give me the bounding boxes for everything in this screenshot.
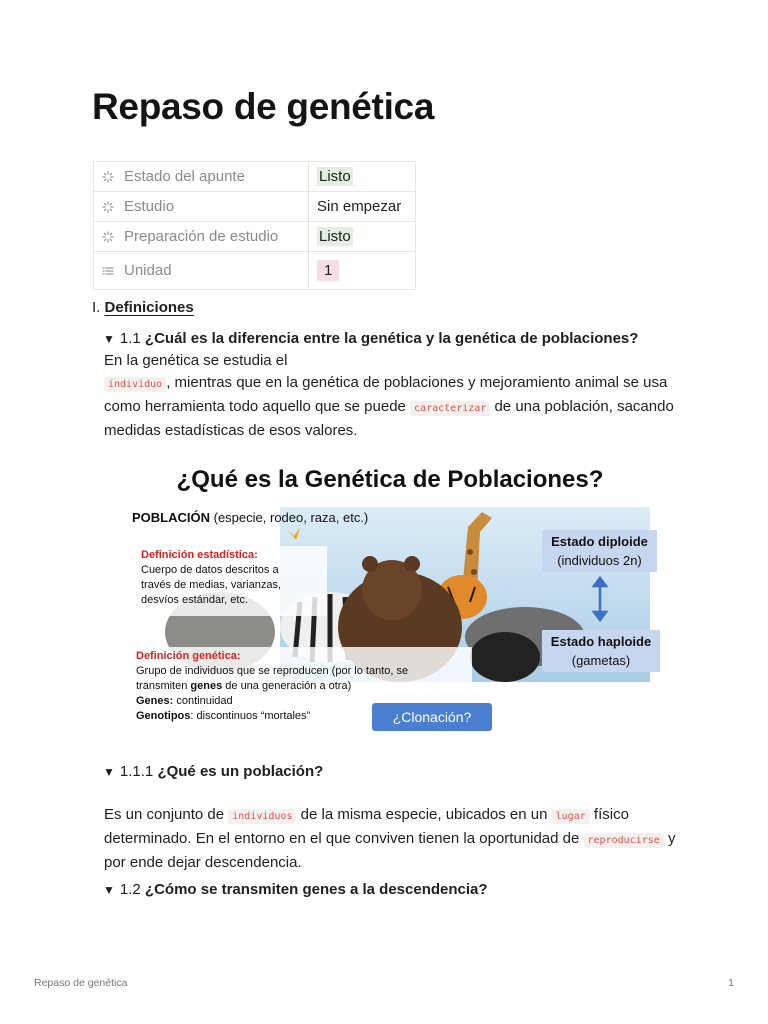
property-label: Preparación de estudio [124, 228, 279, 245]
text-span: En la genética se estudia el [104, 352, 288, 369]
gen-def-text: transmiten [136, 680, 191, 692]
toggle-question-1-2[interactable] [103, 881, 488, 898]
triangle-down-icon[interactable]: ▼ [103, 883, 115, 897]
statistical-definition-box [137, 546, 327, 616]
inline-code: individuos [228, 809, 296, 824]
diploid-title: Estado diploide [551, 534, 648, 549]
status-icon [102, 171, 114, 183]
list-icon [102, 265, 114, 277]
text-span: , mientras que en la genética de poblaciones y mejoramiento animal se usa como herramienta todo aquello que se puede [104, 374, 668, 415]
status-icon [102, 201, 114, 213]
property-value: Listo [319, 168, 351, 185]
page-title: Repaso de genética [92, 86, 435, 127]
text-span: de la misma especie, ubicados en un [300, 806, 548, 823]
paragraph-definition [104, 350, 684, 442]
diploid-box [542, 530, 657, 572]
text-span: de una población, sacando medidas estadísticas de esos valores. [104, 398, 674, 439]
stat-def-line: desvíos estándar, etc. [141, 594, 249, 606]
toggle-number: 1.1.1 [119, 763, 154, 780]
gen-def-line [136, 679, 468, 694]
footer-title: Repaso de genética [34, 977, 128, 989]
property-value: Listo [319, 228, 351, 245]
property-row[interactable] [94, 162, 416, 192]
diploid-subtitle: (individuos 2n) [557, 553, 642, 568]
poblacion-bold: POBLACIÓN [132, 510, 210, 525]
figure-title: ¿Qué es la Genética de Poblaciones? [176, 466, 604, 493]
toggle-question-1-1-1[interactable] [103, 763, 323, 780]
poblacion-rest: (especie, rodeo, raza, etc.) [213, 510, 369, 525]
haploid-subtitle: (gametas) [571, 653, 631, 668]
cloning-badge: ¿Clonación? [372, 703, 492, 731]
property-value: 1 [317, 260, 339, 281]
inline-code: reproducirse [584, 833, 664, 848]
toggle-number: 1.2 [119, 881, 141, 898]
gen-def-line: Grupo de individuos que se reproducen (por lo tanto, se [136, 665, 409, 677]
poblacion-label [132, 510, 368, 525]
genes-rest: continuidad [173, 695, 233, 707]
stat-def-title: Definición estadística: [141, 549, 258, 561]
toggle-number: 1.1 [119, 330, 141, 347]
property-label: Unidad [124, 262, 172, 279]
section-title: Definiciones [104, 299, 194, 316]
property-row[interactable] [94, 192, 416, 222]
gen-def-title: Definición genética: [136, 650, 241, 662]
section-heading [92, 299, 194, 316]
triangle-down-icon[interactable]: ▼ [103, 765, 115, 779]
triangle-down-icon[interactable]: ▼ [103, 332, 115, 346]
stat-def-line: Cuerpo de datos descritos a [141, 564, 279, 576]
genotipos-rest: : discontinuos “mortales” [190, 710, 311, 722]
toggle-title: ¿Cómo se transmiten genes a la descendencia? [144, 881, 488, 898]
property-row[interactable] [94, 222, 416, 252]
haploid-box [542, 630, 660, 672]
property-label: Estudio [124, 198, 175, 215]
inline-code: lugar [552, 809, 590, 824]
status-icon [102, 231, 114, 243]
paragraph-poblacion [104, 804, 684, 874]
property-label: Estado del apunte [124, 168, 245, 185]
black-bear-illustration [470, 632, 540, 682]
genotipos-bold: Genotipos [136, 710, 191, 722]
footer-page-number: 1 [728, 977, 734, 989]
text-span: físico determinado. En el entorno en el que conviven tienen la oportunidad de [104, 806, 629, 847]
inline-code: individuo [104, 377, 166, 392]
properties-table [93, 161, 416, 290]
property-value: Sin empezar [317, 198, 402, 215]
toggle-title: ¿Qué es un población? [157, 763, 324, 780]
inline-code: caracterizar [410, 401, 490, 416]
text-span: y por ende dejar descendencia. [104, 830, 676, 871]
haploid-title: Estado haploide [550, 634, 652, 649]
gen-def-bold: genes [190, 680, 223, 692]
toggle-question-1-1[interactable] [103, 330, 638, 347]
population-genetics-figure [130, 452, 650, 737]
section-number: I. [92, 299, 101, 316]
stat-def-line: través de medias, varianzas, [141, 579, 282, 591]
gen-def-text: de una generación a otra) [222, 680, 352, 692]
text-span: Es un conjunto de [104, 806, 225, 823]
toggle-title: ¿Cuál es la diferencia entre la genética y la genética de poblaciones? [144, 330, 639, 347]
genes-bold: Genes: [136, 695, 174, 707]
property-row[interactable] [94, 252, 416, 290]
